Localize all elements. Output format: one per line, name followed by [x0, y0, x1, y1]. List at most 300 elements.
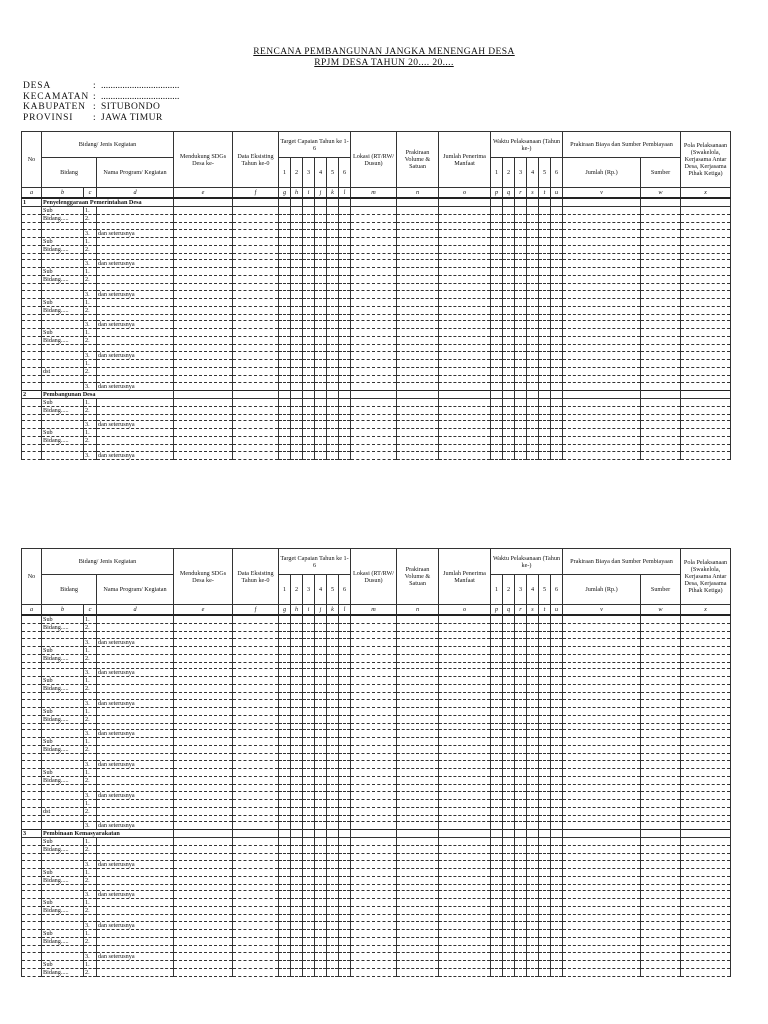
table-cell[interactable]: [641, 245, 681, 253]
table-cell[interactable]: [439, 784, 491, 791]
table-cell[interactable]: [279, 345, 291, 352]
table-cell[interactable]: [339, 929, 351, 937]
table-cell[interactable]: [291, 952, 303, 960]
table-cell[interactable]: [84, 854, 97, 861]
table-cell[interactable]: [681, 921, 731, 929]
table-cell[interactable]: Sub: [42, 707, 84, 715]
table-cell[interactable]: [279, 830, 291, 838]
table-cell[interactable]: [291, 860, 303, 868]
table-cell[interactable]: [563, 646, 641, 654]
table-cell[interactable]: [174, 754, 233, 761]
table-cell[interactable]: [491, 784, 503, 791]
table-cell[interactable]: [315, 406, 327, 414]
table-cell[interactable]: [303, 321, 315, 329]
table-cell[interactable]: [491, 846, 503, 854]
table-cell[interactable]: [174, 298, 233, 306]
table-cell[interactable]: [339, 223, 351, 230]
table-cell[interactable]: [641, 314, 681, 321]
table-cell[interactable]: 1.: [84, 615, 97, 624]
table-cell[interactable]: 3.: [84, 382, 97, 390]
table-cell[interactable]: [174, 345, 233, 352]
table-cell[interactable]: [174, 669, 233, 677]
table-cell[interactable]: [303, 367, 315, 375]
table-cell[interactable]: [439, 945, 491, 952]
table-cell[interactable]: 1.: [84, 646, 97, 654]
table-cell[interactable]: [291, 406, 303, 414]
table-cell[interactable]: [539, 669, 551, 677]
table-cell[interactable]: [351, 229, 397, 237]
table-cell[interactable]: [22, 860, 42, 868]
table-cell[interactable]: [233, 437, 279, 445]
table-cell[interactable]: [503, 921, 515, 929]
table-cell[interactable]: [551, 960, 563, 968]
table-cell[interactable]: [503, 646, 515, 654]
table-cell[interactable]: [397, 654, 439, 662]
table-cell[interactable]: [351, 662, 397, 669]
table-cell[interactable]: [439, 245, 491, 253]
table-cell[interactable]: [527, 968, 539, 976]
table-cell[interactable]: [397, 899, 439, 907]
table-cell[interactable]: [551, 807, 563, 815]
table-cell[interactable]: [315, 215, 327, 223]
table-cell[interactable]: [279, 406, 291, 414]
table-cell[interactable]: [515, 891, 527, 899]
table-cell[interactable]: [641, 429, 681, 437]
table-cell[interactable]: [503, 860, 515, 868]
table-cell[interactable]: [681, 937, 731, 945]
table-cell[interactable]: [97, 807, 174, 815]
table-cell[interactable]: [42, 414, 84, 421]
table-cell[interactable]: [491, 237, 503, 245]
table-cell[interactable]: [563, 807, 641, 815]
table-cell[interactable]: [233, 945, 279, 952]
table-cell[interactable]: [563, 884, 641, 891]
table-cell[interactable]: [327, 921, 339, 929]
table-cell[interactable]: [351, 860, 397, 868]
table-cell[interactable]: [551, 445, 563, 452]
table-cell[interactable]: [503, 838, 515, 846]
table-cell[interactable]: 1.: [84, 738, 97, 746]
table-cell[interactable]: [351, 693, 397, 700]
table-cell[interactable]: dan seterusnya: [97, 351, 174, 359]
table-cell[interactable]: [503, 253, 515, 260]
table-cell[interactable]: [327, 815, 339, 822]
table-cell[interactable]: [174, 868, 233, 876]
table-cell[interactable]: [339, 337, 351, 345]
table-cell[interactable]: [339, 654, 351, 662]
table-cell[interactable]: [174, 945, 233, 952]
table-cell[interactable]: [515, 693, 527, 700]
table-cell[interactable]: [439, 760, 491, 768]
table-cell[interactable]: 2.: [84, 406, 97, 414]
table-cell[interactable]: [527, 329, 539, 337]
table-cell[interactable]: [551, 730, 563, 738]
table-cell[interactable]: [439, 290, 491, 298]
table-cell[interactable]: [491, 367, 503, 375]
table-cell[interactable]: [563, 414, 641, 421]
table-cell[interactable]: [397, 915, 439, 922]
table-cell[interactable]: [539, 207, 551, 215]
table-cell[interactable]: [303, 693, 315, 700]
table-cell[interactable]: [563, 398, 641, 406]
table-cell[interactable]: 1.: [84, 429, 97, 437]
table-cell[interactable]: [563, 306, 641, 314]
table-cell[interactable]: [527, 406, 539, 414]
table-cell[interactable]: [539, 268, 551, 276]
table-cell[interactable]: [641, 632, 681, 639]
table-cell[interactable]: [397, 754, 439, 761]
table-cell[interactable]: 1.: [84, 838, 97, 846]
table-cell[interactable]: [279, 860, 291, 868]
table-cell[interactable]: Sub: [42, 677, 84, 685]
table-cell[interactable]: [551, 321, 563, 329]
table-cell[interactable]: [22, 693, 42, 700]
table-cell[interactable]: [351, 723, 397, 730]
table-cell[interactable]: [315, 715, 327, 723]
table-cell[interactable]: [491, 638, 503, 646]
table-cell[interactable]: [503, 223, 515, 230]
table-cell[interactable]: [291, 421, 303, 429]
table-cell[interactable]: [174, 723, 233, 730]
table-cell[interactable]: [551, 669, 563, 677]
table-cell[interactable]: [563, 268, 641, 276]
table-cell[interactable]: [84, 632, 97, 639]
table-cell[interactable]: [327, 899, 339, 907]
table-cell[interactable]: [439, 854, 491, 861]
table-cell[interactable]: [291, 822, 303, 830]
table-cell[interactable]: [351, 314, 397, 321]
table-cell[interactable]: [291, 784, 303, 791]
table-cell[interactable]: [42, 351, 84, 359]
table-cell[interactable]: [641, 715, 681, 723]
table-cell[interactable]: [397, 298, 439, 306]
table-cell[interactable]: [97, 868, 174, 876]
table-cell[interactable]: [515, 207, 527, 215]
table-cell[interactable]: [291, 730, 303, 738]
table-cell[interactable]: [84, 915, 97, 922]
table-cell[interactable]: [515, 198, 527, 207]
table-cell[interactable]: [551, 229, 563, 237]
table-cell[interactable]: [527, 960, 539, 968]
table-cell[interactable]: [42, 662, 84, 669]
table-cell[interactable]: [279, 207, 291, 215]
table-cell[interactable]: [539, 907, 551, 915]
table-cell[interactable]: [397, 646, 439, 654]
table-cell[interactable]: 1.: [84, 298, 97, 306]
table-cell[interactable]: [279, 921, 291, 929]
table-cell[interactable]: [551, 615, 563, 624]
table-cell[interactable]: [641, 229, 681, 237]
table-cell[interactable]: [174, 398, 233, 406]
table-cell[interactable]: [233, 876, 279, 884]
table-cell[interactable]: [291, 390, 303, 398]
table-cell[interactable]: [515, 937, 527, 945]
table-cell[interactable]: [551, 351, 563, 359]
table-cell[interactable]: [22, 899, 42, 907]
table-cell[interactable]: [84, 723, 97, 730]
table-cell[interactable]: [397, 846, 439, 854]
table-cell[interactable]: [503, 799, 515, 807]
table-cell[interactable]: [527, 929, 539, 937]
table-cell[interactable]: [42, 451, 84, 459]
table-cell[interactable]: [491, 406, 503, 414]
table-cell[interactable]: [42, 699, 84, 707]
table-cell[interactable]: [315, 760, 327, 768]
table-cell[interactable]: [527, 359, 539, 367]
table-cell[interactable]: [641, 437, 681, 445]
table-cell[interactable]: [641, 884, 681, 891]
table-cell[interactable]: [291, 854, 303, 861]
table-cell[interactable]: [641, 960, 681, 968]
table-cell[interactable]: [539, 260, 551, 268]
table-cell[interactable]: [97, 754, 174, 761]
table-cell[interactable]: [641, 854, 681, 861]
table-cell[interactable]: [42, 284, 84, 291]
table-cell[interactable]: [97, 284, 174, 291]
table-cell[interactable]: [84, 784, 97, 791]
table-cell[interactable]: [22, 398, 42, 406]
table-cell[interactable]: [551, 382, 563, 390]
table-cell[interactable]: [315, 945, 327, 952]
table-cell[interactable]: [303, 715, 315, 723]
table-cell[interactable]: [22, 760, 42, 768]
table-cell[interactable]: [515, 723, 527, 730]
table-cell[interactable]: [351, 776, 397, 784]
table-cell[interactable]: [174, 677, 233, 685]
table-cell[interactable]: [563, 929, 641, 937]
table-cell[interactable]: [22, 921, 42, 929]
table-cell[interactable]: [339, 838, 351, 846]
table-cell[interactable]: [503, 677, 515, 685]
table-cell[interactable]: [491, 268, 503, 276]
table-cell[interactable]: [303, 429, 315, 437]
table-cell[interactable]: [339, 884, 351, 891]
table-cell[interactable]: [681, 237, 731, 245]
table-cell[interactable]: dan seterusnya: [97, 791, 174, 799]
table-cell[interactable]: dan seterusnya: [97, 730, 174, 738]
table-cell[interactable]: [551, 884, 563, 891]
table-cell[interactable]: [327, 929, 339, 937]
table-cell[interactable]: [174, 406, 233, 414]
table-cell[interactable]: [491, 632, 503, 639]
table-cell[interactable]: [174, 215, 233, 223]
table-cell[interactable]: [351, 699, 397, 707]
table-cell[interactable]: [397, 390, 439, 398]
table-cell[interactable]: [291, 414, 303, 421]
table-cell[interactable]: [503, 375, 515, 382]
table-cell[interactable]: [397, 268, 439, 276]
table-cell[interactable]: [491, 654, 503, 662]
table-cell[interactable]: [279, 952, 291, 960]
table-cell[interactable]: [681, 929, 731, 937]
table-cell[interactable]: [315, 838, 327, 846]
table-cell[interactable]: [515, 730, 527, 738]
table-cell[interactable]: [551, 899, 563, 907]
table-cell[interactable]: [303, 421, 315, 429]
table-cell[interactable]: [491, 245, 503, 253]
table-cell[interactable]: [551, 367, 563, 375]
table-cell[interactable]: [539, 382, 551, 390]
table-cell[interactable]: [233, 822, 279, 830]
table-cell[interactable]: [439, 669, 491, 677]
table-cell[interactable]: [563, 207, 641, 215]
table-cell[interactable]: [491, 699, 503, 707]
table-cell[interactable]: [563, 937, 641, 945]
table-cell[interactable]: [563, 685, 641, 693]
table-cell[interactable]: [22, 707, 42, 715]
table-cell[interactable]: [439, 382, 491, 390]
table-cell[interactable]: [397, 451, 439, 459]
table-cell[interactable]: [315, 723, 327, 730]
table-cell[interactable]: [22, 854, 42, 861]
table-cell[interactable]: [97, 968, 174, 976]
table-cell[interactable]: [397, 768, 439, 776]
table-cell[interactable]: [174, 253, 233, 260]
table-cell[interactable]: [315, 807, 327, 815]
table-cell[interactable]: [97, 398, 174, 406]
table-cell[interactable]: [539, 414, 551, 421]
table-cell[interactable]: [515, 632, 527, 639]
table-cell[interactable]: [491, 746, 503, 754]
table-cell[interactable]: [174, 929, 233, 937]
table-cell[interactable]: [339, 822, 351, 830]
table-cell[interactable]: [22, 367, 42, 375]
table-cell[interactable]: [233, 359, 279, 367]
table-cell[interactable]: [279, 437, 291, 445]
table-cell[interactable]: [563, 960, 641, 968]
table-cell[interactable]: [515, 615, 527, 624]
table-cell[interactable]: [397, 406, 439, 414]
table-cell[interactable]: [681, 891, 731, 899]
table-cell[interactable]: [491, 807, 503, 815]
table-cell[interactable]: [551, 237, 563, 245]
table-cell[interactable]: [681, 799, 731, 807]
table-cell[interactable]: [515, 776, 527, 784]
table-cell[interactable]: [291, 799, 303, 807]
table-cell[interactable]: [84, 314, 97, 321]
table-cell[interactable]: [233, 860, 279, 868]
table-cell[interactable]: 2.: [84, 654, 97, 662]
table-cell[interactable]: [291, 284, 303, 291]
table-cell[interactable]: [42, 915, 84, 922]
table-cell[interactable]: [551, 337, 563, 345]
table-cell[interactable]: [397, 830, 439, 838]
table-cell[interactable]: [527, 868, 539, 876]
table-cell[interactable]: [291, 345, 303, 352]
table-cell[interactable]: [641, 846, 681, 854]
table-cell[interactable]: [97, 776, 174, 784]
table-cell[interactable]: [503, 746, 515, 754]
table-cell[interactable]: [327, 306, 339, 314]
table-cell[interactable]: [339, 791, 351, 799]
table-cell[interactable]: [527, 638, 539, 646]
table-cell[interactable]: [339, 624, 351, 632]
table-cell[interactable]: [397, 207, 439, 215]
table-cell[interactable]: [97, 306, 174, 314]
table-cell[interactable]: [233, 654, 279, 662]
table-cell[interactable]: [681, 245, 731, 253]
table-cell[interactable]: [303, 921, 315, 929]
table-cell[interactable]: [397, 421, 439, 429]
table-cell[interactable]: [491, 868, 503, 876]
table-cell[interactable]: [503, 662, 515, 669]
table-cell[interactable]: [327, 351, 339, 359]
table-cell[interactable]: [315, 359, 327, 367]
table-cell[interactable]: [279, 685, 291, 693]
table-cell[interactable]: [42, 669, 84, 677]
table-cell[interactable]: [527, 707, 539, 715]
table-cell[interactable]: [641, 868, 681, 876]
table-cell[interactable]: [641, 390, 681, 398]
table-cell[interactable]: [515, 784, 527, 791]
table-cell[interactable]: [174, 884, 233, 891]
table-cell[interactable]: [174, 245, 233, 253]
table-cell[interactable]: Sub: [42, 207, 84, 215]
table-cell[interactable]: [439, 414, 491, 421]
table-cell[interactable]: [397, 799, 439, 807]
table-cell[interactable]: [351, 754, 397, 761]
table-cell[interactable]: [315, 860, 327, 868]
table-cell[interactable]: [397, 260, 439, 268]
table-cell[interactable]: [327, 429, 339, 437]
table-cell[interactable]: [563, 854, 641, 861]
table-cell[interactable]: [279, 937, 291, 945]
table-cell[interactable]: [515, 290, 527, 298]
table-cell[interactable]: [303, 290, 315, 298]
table-cell[interactable]: [279, 915, 291, 922]
table-cell[interactable]: [291, 306, 303, 314]
table-cell[interactable]: [563, 784, 641, 791]
table-cell[interactable]: [527, 822, 539, 830]
table-cell[interactable]: [279, 776, 291, 784]
table-cell[interactable]: [22, 846, 42, 854]
table-cell[interactable]: [22, 451, 42, 459]
table-cell[interactable]: [42, 314, 84, 321]
table-cell[interactable]: [527, 414, 539, 421]
table-cell[interactable]: [174, 276, 233, 284]
table-cell[interactable]: [174, 268, 233, 276]
table-cell[interactable]: [279, 638, 291, 646]
table-cell[interactable]: [351, 198, 397, 207]
table-cell[interactable]: [174, 876, 233, 884]
table-cell[interactable]: [351, 237, 397, 245]
table-cell[interactable]: [491, 290, 503, 298]
table-cell[interactable]: [97, 799, 174, 807]
table-cell[interactable]: [42, 223, 84, 230]
table-cell[interactable]: [503, 654, 515, 662]
table-cell[interactable]: [351, 738, 397, 746]
table-cell[interactable]: [439, 952, 491, 960]
table-cell[interactable]: [439, 624, 491, 632]
table-cell[interactable]: [439, 268, 491, 276]
table-cell[interactable]: [22, 815, 42, 822]
table-cell[interactable]: [291, 451, 303, 459]
table-cell[interactable]: [97, 276, 174, 284]
table-cell[interactable]: [315, 615, 327, 624]
table-cell[interactable]: Bidang.....: [42, 437, 84, 445]
table-cell[interactable]: [303, 915, 315, 922]
table-cell[interactable]: [515, 707, 527, 715]
table-cell[interactable]: [327, 754, 339, 761]
table-cell[interactable]: [327, 198, 339, 207]
table-cell[interactable]: [315, 260, 327, 268]
table-cell[interactable]: [315, 398, 327, 406]
table-cell[interactable]: [439, 390, 491, 398]
table-cell[interactable]: [339, 760, 351, 768]
table-cell[interactable]: [174, 321, 233, 329]
table-cell[interactable]: [174, 329, 233, 337]
table-cell[interactable]: [315, 223, 327, 230]
